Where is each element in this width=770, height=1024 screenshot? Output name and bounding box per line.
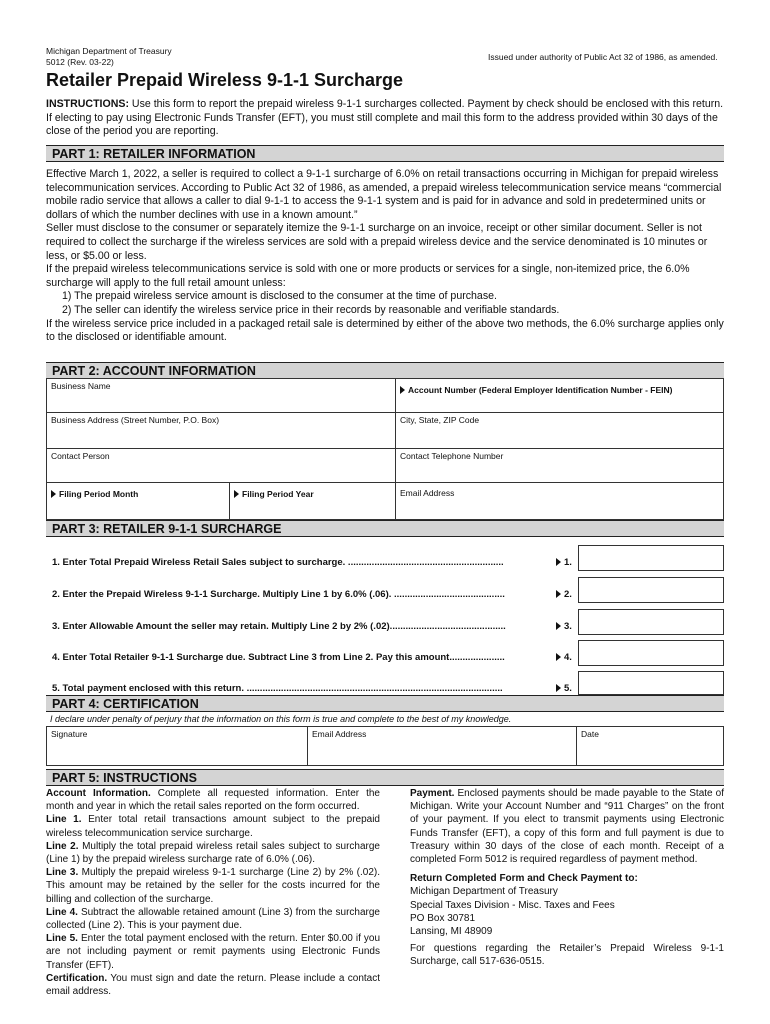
- form-revision: 5012 (Rev. 03-22): [46, 57, 114, 67]
- instruction-item: Account Information. Complete all requested information. Enter the month and year in which the retail sales reported on the form occurred.: [46, 788, 380, 813]
- part1-list-item: 2) The seller can identify the wireless service price in their records by reasonable and verifiable standards.: [62, 303, 560, 316]
- department-name: Michigan Department of Treasury: [46, 46, 172, 56]
- surcharge-line-number: 3.: [556, 621, 572, 632]
- surcharge-line-number: 1.: [556, 557, 572, 568]
- surcharge-line-text: 2. Enter the Prepaid Wireless 9-1-1 Surcharge. Multiply Line 1 by 6.0% (.06). ..........................................: [52, 589, 505, 600]
- instructions-block: [46, 98, 726, 139]
- part1-paragraph: Seller must disclose to the consumer or separately itemize the 9-1-1 surcharge on an invoice, receipt or other similar document. Seller is not required to collect the surcharge if the wireless services are sold with a prepaid wireless device and the service denominated is 10 minutes or less, or $5.00 or less.: [46, 222, 708, 262]
- part5-heading: PART 5: INSTRUCTIONS: [46, 769, 724, 786]
- instructions-label: INSTRUCTIONS:: [46, 98, 129, 110]
- instruction-item: Line 3. Multiply the prepaid wireless 9-1-1 surcharge (Line 2) by 2% (.02). This amount may be retained by the seller for the costs incurred for the billing and collection of the surcharge.: [46, 867, 380, 905]
- filing-year-label: Filing Period Year: [242, 489, 314, 499]
- filing-month-field[interactable]: [46, 482, 230, 520]
- form-title: Retailer Prepaid Wireless 9-1-1 Surcharge: [46, 70, 403, 90]
- part1-list-item: 1) The prepaid wireless service amount is disclosed to the consumer at the time of purchase.: [62, 290, 497, 303]
- surcharge-line-text: 5. Total payment enclosed with this return. .................................................................................................: [52, 683, 503, 694]
- business-name-field[interactable]: [46, 378, 396, 413]
- instructions-left-column: [46, 787, 380, 998]
- business-address-label: Business Address (Street Number, P.O. Box): [51, 415, 220, 425]
- part3-heading: PART 3: RETAILER 9-1-1 SURCHARGE: [46, 520, 724, 537]
- part1-paragraph: If the prepaid wireless telecommunications service is sold with one or more products or services for a single, non-itemized price, the 6.0% surcharge will apply to the full retail amount unless:: [46, 263, 690, 289]
- surcharge-line-text: 4. Enter Total Retailer 9-1-1 Surcharge due. Subtract Line 3 from Line 2. Pay this amount.....................: [52, 652, 505, 663]
- contact-person-label: Contact Person: [51, 451, 110, 461]
- contact-person-field[interactable]: [46, 448, 396, 483]
- instructions-right-column: [410, 787, 724, 969]
- address-line: Michigan Department of Treasury: [410, 886, 558, 898]
- arrow-icon: [556, 653, 561, 661]
- instruction-item: Certification. You must sign and date the return. Please include a contact email address.: [46, 972, 380, 998]
- surcharge-line-number: 4.: [556, 652, 572, 663]
- certification-email-label: Email Address: [312, 729, 367, 739]
- line5-input[interactable]: [578, 671, 724, 695]
- arrow-icon: [556, 684, 561, 692]
- part1-text: [46, 168, 726, 345]
- payment-instruction: Payment. Enclosed payments should be made payable to the State of Michigan. Write your Account Number and “911 Charges” on the front of your payment. If you elect to transmit payments using Electronic Funds Transfer (EFT), a copy of this form and full payment is due to Treasury within 30 days of the close of each month. Receipt of a completed Form 5012 is required regardless of payment method.: [410, 788, 724, 866]
- part2-heading: PART 2: ACCOUNT INFORMATION: [46, 362, 724, 379]
- arrow-icon: [400, 386, 405, 394]
- filing-month-label: Filing Period Month: [59, 489, 139, 499]
- instruction-item: Line 5. Enter the total payment enclosed with the return. Enter $0.00 if you are not including payment or remit payments using Electronic Funds Transfer (EFT).: [46, 933, 380, 971]
- part1-heading: PART 1: RETAILER INFORMATION: [46, 145, 724, 162]
- surcharge-line-number: 5.: [556, 683, 572, 694]
- business-name-label: Business Name: [51, 381, 111, 391]
- part1-paragraph: Effective March 1, 2022, a seller is required to collect a 9-1-1 surcharge of 6.0% on retail transactions occurring in Michigan for prepaid wireless telecommunication services. According to Public Act 32 of 1986, as amended, a prepaid wireless telecommunication service means “commercial mobile radio service that allows a caller to dial 9-1-1 to access the 9-1-1 system and is paid for in advance and sold in predetermined units or dollars of which the number declines with use in a known amount.”: [46, 168, 722, 221]
- questions-contact: For questions regarding the Retailer’s Prepaid Wireless 9-1-1 Surcharge, call 517-636-0515.: [410, 943, 724, 968]
- date-label: Date: [581, 729, 599, 739]
- authority-note: Issued under authority of Public Act 32 of 1986, as amended.: [488, 52, 718, 62]
- date-field[interactable]: [576, 726, 724, 766]
- arrow-icon: [234, 490, 239, 498]
- surcharge-line-text: 1. Enter Total Prepaid Wireless Retail Sales subject to surcharge. ...........................................................: [52, 557, 504, 568]
- part1-paragraph: If the wireless service price included in a packaged retail sale is determined by either of the above two methods, the 6.0% surcharge applies only to the disclosed or identifiable amount.: [46, 317, 724, 344]
- email-address-field[interactable]: [395, 482, 724, 520]
- certification-declaration: I declare under penalty of perjury that the information on this form is true and complete to the best of my knowledge.: [50, 714, 512, 724]
- instruction-item: Line 4. Subtract the allowable retained amount (Line 3) from the surcharge collected (Line 2). This is your payment due.: [46, 906, 380, 932]
- arrow-icon: [556, 590, 561, 598]
- email-address-label: Email Address: [400, 488, 455, 498]
- address-line: PO Box 30781: [410, 912, 476, 924]
- return-address-heading: Return Completed Form and Check Payment to:: [410, 873, 638, 885]
- signature-label: Signature: [51, 729, 88, 739]
- city-state-zip-label: City, State, ZIP Code: [400, 415, 480, 425]
- line2-input[interactable]: [578, 577, 724, 603]
- signature-field[interactable]: [46, 726, 308, 766]
- account-number-field[interactable]: [395, 378, 724, 413]
- business-address-field[interactable]: [46, 412, 396, 449]
- filing-year-field[interactable]: [229, 482, 396, 520]
- surcharge-line-text: 3. Enter Allowable Amount the seller may retain. Multiply Line 2 by 2% (.02)............................................: [52, 621, 506, 632]
- contact-phone-field[interactable]: [395, 448, 724, 483]
- instruction-item: Line 2. Multiply the total prepaid wireless retail sales subject to surcharge (Line 1) by the prepaid wireless surcharge rate of 6.0% (.06).: [46, 840, 380, 866]
- surcharge-line-number: 2.: [556, 589, 572, 600]
- instruction-item: Line 1. Enter total retail transactions amount subject to the prepaid wireless telecommunication service surcharge.: [46, 814, 380, 839]
- instructions-text: Use this form to report the prepaid wireless 9-1-1 surcharges collected. Payment by check should be enclosed with this return. If electing to pay using Electronic Funds Transfer (EFT), you must still complete and mail this form to the address provided within 30 days of the close of the period you are reporting.: [46, 98, 724, 138]
- city-state-zip-field[interactable]: [395, 412, 724, 449]
- arrow-icon: [556, 622, 561, 630]
- address-line: Lansing, MI 48909: [410, 926, 493, 938]
- contact-phone-label: Contact Telephone Number: [400, 451, 504, 461]
- account-number-label: Account Number (Federal Employer Identification Number - FEIN): [408, 385, 673, 395]
- certification-email-field[interactable]: [307, 726, 577, 766]
- line3-input[interactable]: [578, 609, 724, 635]
- part4-heading: PART 4: CERTIFICATION: [46, 695, 724, 712]
- line1-input[interactable]: [578, 545, 724, 571]
- address-line: Special Taxes Division - Misc. Taxes and Fees: [410, 899, 615, 911]
- arrow-icon: [556, 558, 561, 566]
- arrow-icon: [51, 490, 56, 498]
- line4-input[interactable]: [578, 640, 724, 666]
